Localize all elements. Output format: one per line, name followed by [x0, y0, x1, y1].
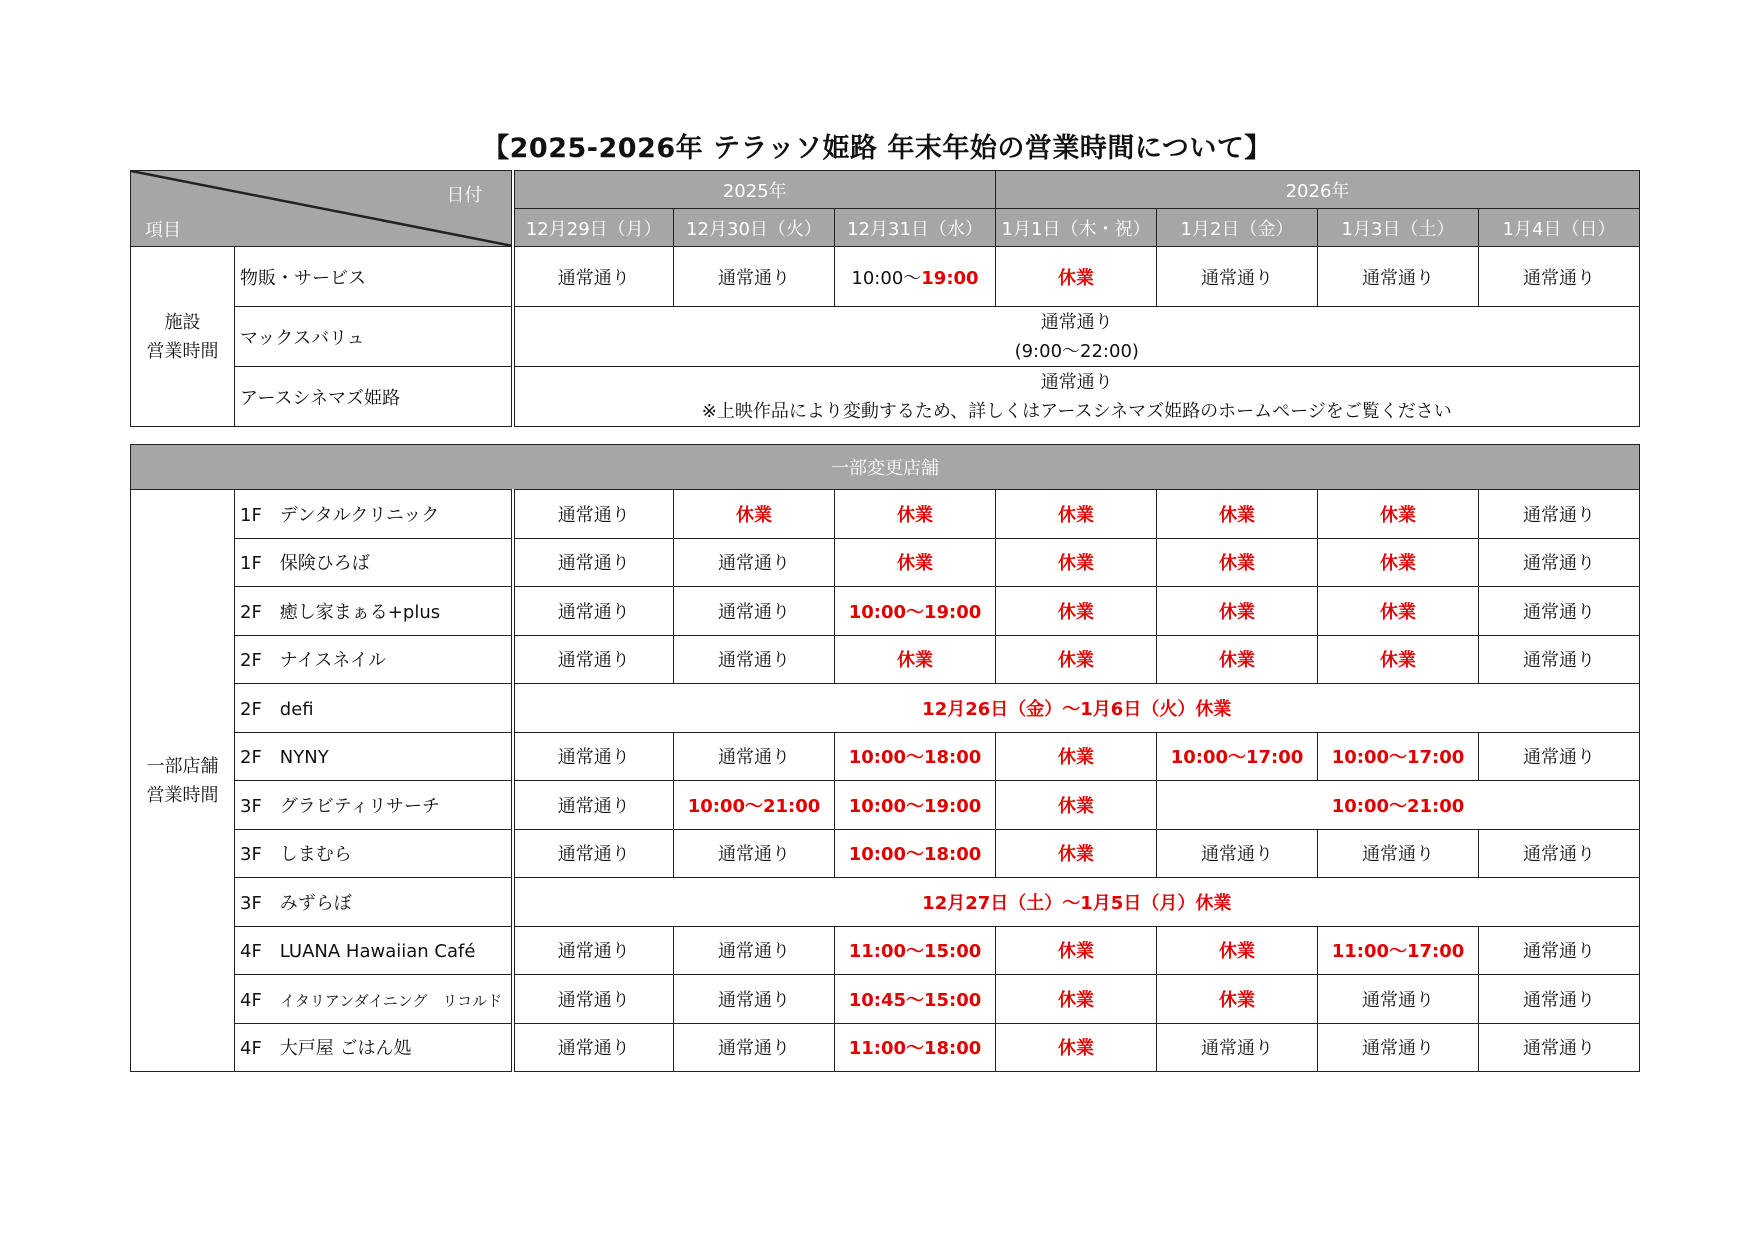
hours-cell: 通常通り — [1479, 829, 1640, 878]
hours-cell: 通常通り — [674, 829, 835, 878]
hours-line: 通常通り — [1040, 371, 1113, 393]
shop-name — [235, 975, 513, 1024]
shop-name: 2F 癒し家まぁる+plus — [235, 587, 513, 636]
hours-span-cell — [513, 367, 1640, 427]
hours-cell: 休業 — [674, 490, 835, 539]
hours-cell: 10:00～18:00 — [835, 829, 996, 878]
group-label-line: 施設 — [164, 311, 201, 333]
hours-cell: 休業 — [1157, 926, 1318, 975]
hours-cell: 10:45～15:00 — [835, 975, 996, 1024]
shop-name: 2F defi — [235, 684, 513, 733]
hours-cell: 通常通り — [1157, 1023, 1318, 1072]
hours-cell: 10:00～21:00 — [674, 781, 835, 830]
hours-cell: 休業 — [1318, 635, 1479, 684]
hours-cell: 通常通り — [674, 732, 835, 781]
hours-cell: 休業 — [996, 1023, 1157, 1072]
hours-cell: 休業 — [996, 247, 1157, 307]
date-header: 1月1日（木・祝） — [996, 209, 1157, 247]
year-2026-header: 2026年 — [996, 171, 1640, 209]
closure-span-cell: 12月26日（金）～1月6日（火）休業 — [513, 684, 1640, 733]
hours-cell: 休業 — [1157, 635, 1318, 684]
hours-cell: 休業 — [1157, 538, 1318, 587]
hours-cell: 休業 — [996, 587, 1157, 636]
facility-name: マックスバリュ — [235, 307, 513, 367]
hours-cell: 休業 — [1157, 490, 1318, 539]
hours-cell — [835, 247, 996, 307]
hours-span-cell — [513, 307, 1640, 367]
hours-cell: 10:00～19:00 — [835, 587, 996, 636]
hours-cell: 通常通り — [674, 247, 835, 307]
hours-start: 10:00～ — [851, 267, 922, 289]
hours-cell: 休業 — [1157, 587, 1318, 636]
hours-cell: 通常通り — [1479, 247, 1640, 307]
hours-end: 19:00 — [921, 267, 979, 289]
hours-cell: 休業 — [1318, 490, 1479, 539]
section-title: 一部変更店舗 — [131, 445, 1640, 490]
group-label-line: 一部店舗 — [146, 755, 219, 777]
hours-cell: 通常通り — [1318, 975, 1479, 1024]
hours-cell: 11:00～18:00 — [835, 1023, 996, 1072]
hours-cell: 通常通り — [1479, 635, 1640, 684]
hours-cell: 通常通り — [513, 635, 674, 684]
date-header: 12月30日（火） — [674, 209, 835, 247]
hours-cell: 休業 — [996, 926, 1157, 975]
hours-note: ※上映作品により変動するため、詳しくはアースシネマズ姫路のホームページをご覧ください — [701, 400, 1452, 422]
hours-cell: 休業 — [996, 490, 1157, 539]
date-header: 12月31日（水） — [835, 209, 996, 247]
hours-cell: 休業 — [835, 490, 996, 539]
hours-cell: 通常通り — [1479, 732, 1640, 781]
closure-span-cell: 12月27日（土）～1月5日（月）休業 — [513, 878, 1640, 927]
hours-cell: 通常通り — [1479, 975, 1640, 1024]
hours-cell: 休業 — [835, 538, 996, 587]
shop-name: 3F グラビティリサーチ — [235, 781, 513, 830]
hours-cell: 通常通り — [674, 538, 835, 587]
hours-cell: 休業 — [1318, 587, 1479, 636]
hours-cell: 通常通り — [513, 538, 674, 587]
shop-name: 1F 保険ひろば — [235, 538, 513, 587]
hours-cell: 10:00～17:00 — [1157, 732, 1318, 781]
shop-name: 2F ナイスネイル — [235, 635, 513, 684]
hours-cell: 通常通り — [1157, 829, 1318, 878]
header-corner — [131, 171, 513, 247]
facility-group-label — [131, 247, 235, 427]
hours-cell: 通常通り — [674, 635, 835, 684]
hours-cell: 休業 — [1157, 975, 1318, 1024]
facility-name: 物販・サービス — [235, 247, 513, 307]
hours-cell: 通常通り — [674, 587, 835, 636]
hours-cell: 休業 — [1318, 538, 1479, 587]
shop-name: 4F 大戸屋 ごはん処 — [235, 1023, 513, 1072]
shop-hours-table — [130, 444, 1640, 1072]
shop-name: 4F LUANA Hawaiian Café — [235, 926, 513, 975]
hours-cell: 通常通り — [513, 975, 674, 1024]
hours-cell: 休業 — [996, 781, 1157, 830]
hours-span-cell: 10:00～21:00 — [1157, 781, 1640, 830]
group-label-line: 営業時間 — [146, 340, 219, 362]
shop-name: 3F みずらぼ — [235, 878, 513, 927]
hours-cell: 10:00～19:00 — [835, 781, 996, 830]
hours-cell: 通常通り — [674, 926, 835, 975]
hours-cell: 通常通り — [513, 247, 674, 307]
floor-label: 4F — [240, 989, 280, 1011]
group-label-line: 営業時間 — [146, 784, 219, 806]
hours-line: 通常通り — [1040, 311, 1113, 333]
hours-cell: 休業 — [996, 829, 1157, 878]
hours-cell: 通常通り — [1479, 1023, 1640, 1072]
corner-item-label: 項目 — [145, 220, 181, 241]
hours-cell: 通常通り — [513, 490, 674, 539]
hours-cell: 休業 — [835, 635, 996, 684]
hours-cell: 休業 — [996, 732, 1157, 781]
hours-cell: 10:00～18:00 — [835, 732, 996, 781]
hours-line: (9:00～22:00) — [1014, 340, 1139, 362]
hours-cell: 通常通り — [513, 732, 674, 781]
shop-name: 1F デンタルクリニック — [235, 490, 513, 539]
hours-cell: 通常通り — [674, 975, 835, 1024]
hours-cell: 休業 — [996, 538, 1157, 587]
shop-name: 2F NYNY — [235, 732, 513, 781]
hours-cell: 休業 — [996, 635, 1157, 684]
date-header: 1月2日（金） — [1157, 209, 1318, 247]
facility-name: アースシネマズ姫路 — [235, 367, 513, 427]
date-header: 1月4日（日） — [1479, 209, 1640, 247]
date-header: 1月3日（土） — [1318, 209, 1479, 247]
shop-name: 3F しまむら — [235, 829, 513, 878]
shop-name-text: イタリアンダイニング リコルド — [279, 991, 503, 1010]
hours-cell: 通常通り — [1479, 587, 1640, 636]
page-title: 【2025-2026年 テラッソ姫路 年末年始の営業時間について】 — [482, 133, 1272, 164]
shops-group-label — [131, 490, 235, 1072]
hours-cell: 通常通り — [1479, 538, 1640, 587]
hours-cell: 11:00～17:00 — [1318, 926, 1479, 975]
hours-cell: 通常通り — [513, 781, 674, 830]
hours-cell: 通常通り — [513, 829, 674, 878]
hours-cell: 通常通り — [513, 587, 674, 636]
hours-cell: 通常通り — [513, 1023, 674, 1072]
hours-cell: 休業 — [996, 975, 1157, 1024]
hours-cell: 通常通り — [1157, 247, 1318, 307]
hours-cell: 通常通り — [1318, 829, 1479, 878]
hours-cell: 通常通り — [1318, 247, 1479, 307]
hours-cell: 10:00～17:00 — [1318, 732, 1479, 781]
facility-hours-table — [130, 170, 1640, 427]
hours-cell: 通常通り — [1479, 490, 1640, 539]
year-2025-header: 2025年 — [513, 171, 996, 209]
hours-cell: 通常通り — [513, 926, 674, 975]
hours-cell: 通常通り — [674, 1023, 835, 1072]
hours-cell: 通常通り — [1318, 1023, 1479, 1072]
corner-date-label: 日付 — [446, 185, 483, 206]
date-header: 12月29日（月） — [513, 209, 674, 247]
hours-cell: 11:00～15:00 — [835, 926, 996, 975]
hours-cell: 通常通り — [1479, 926, 1640, 975]
